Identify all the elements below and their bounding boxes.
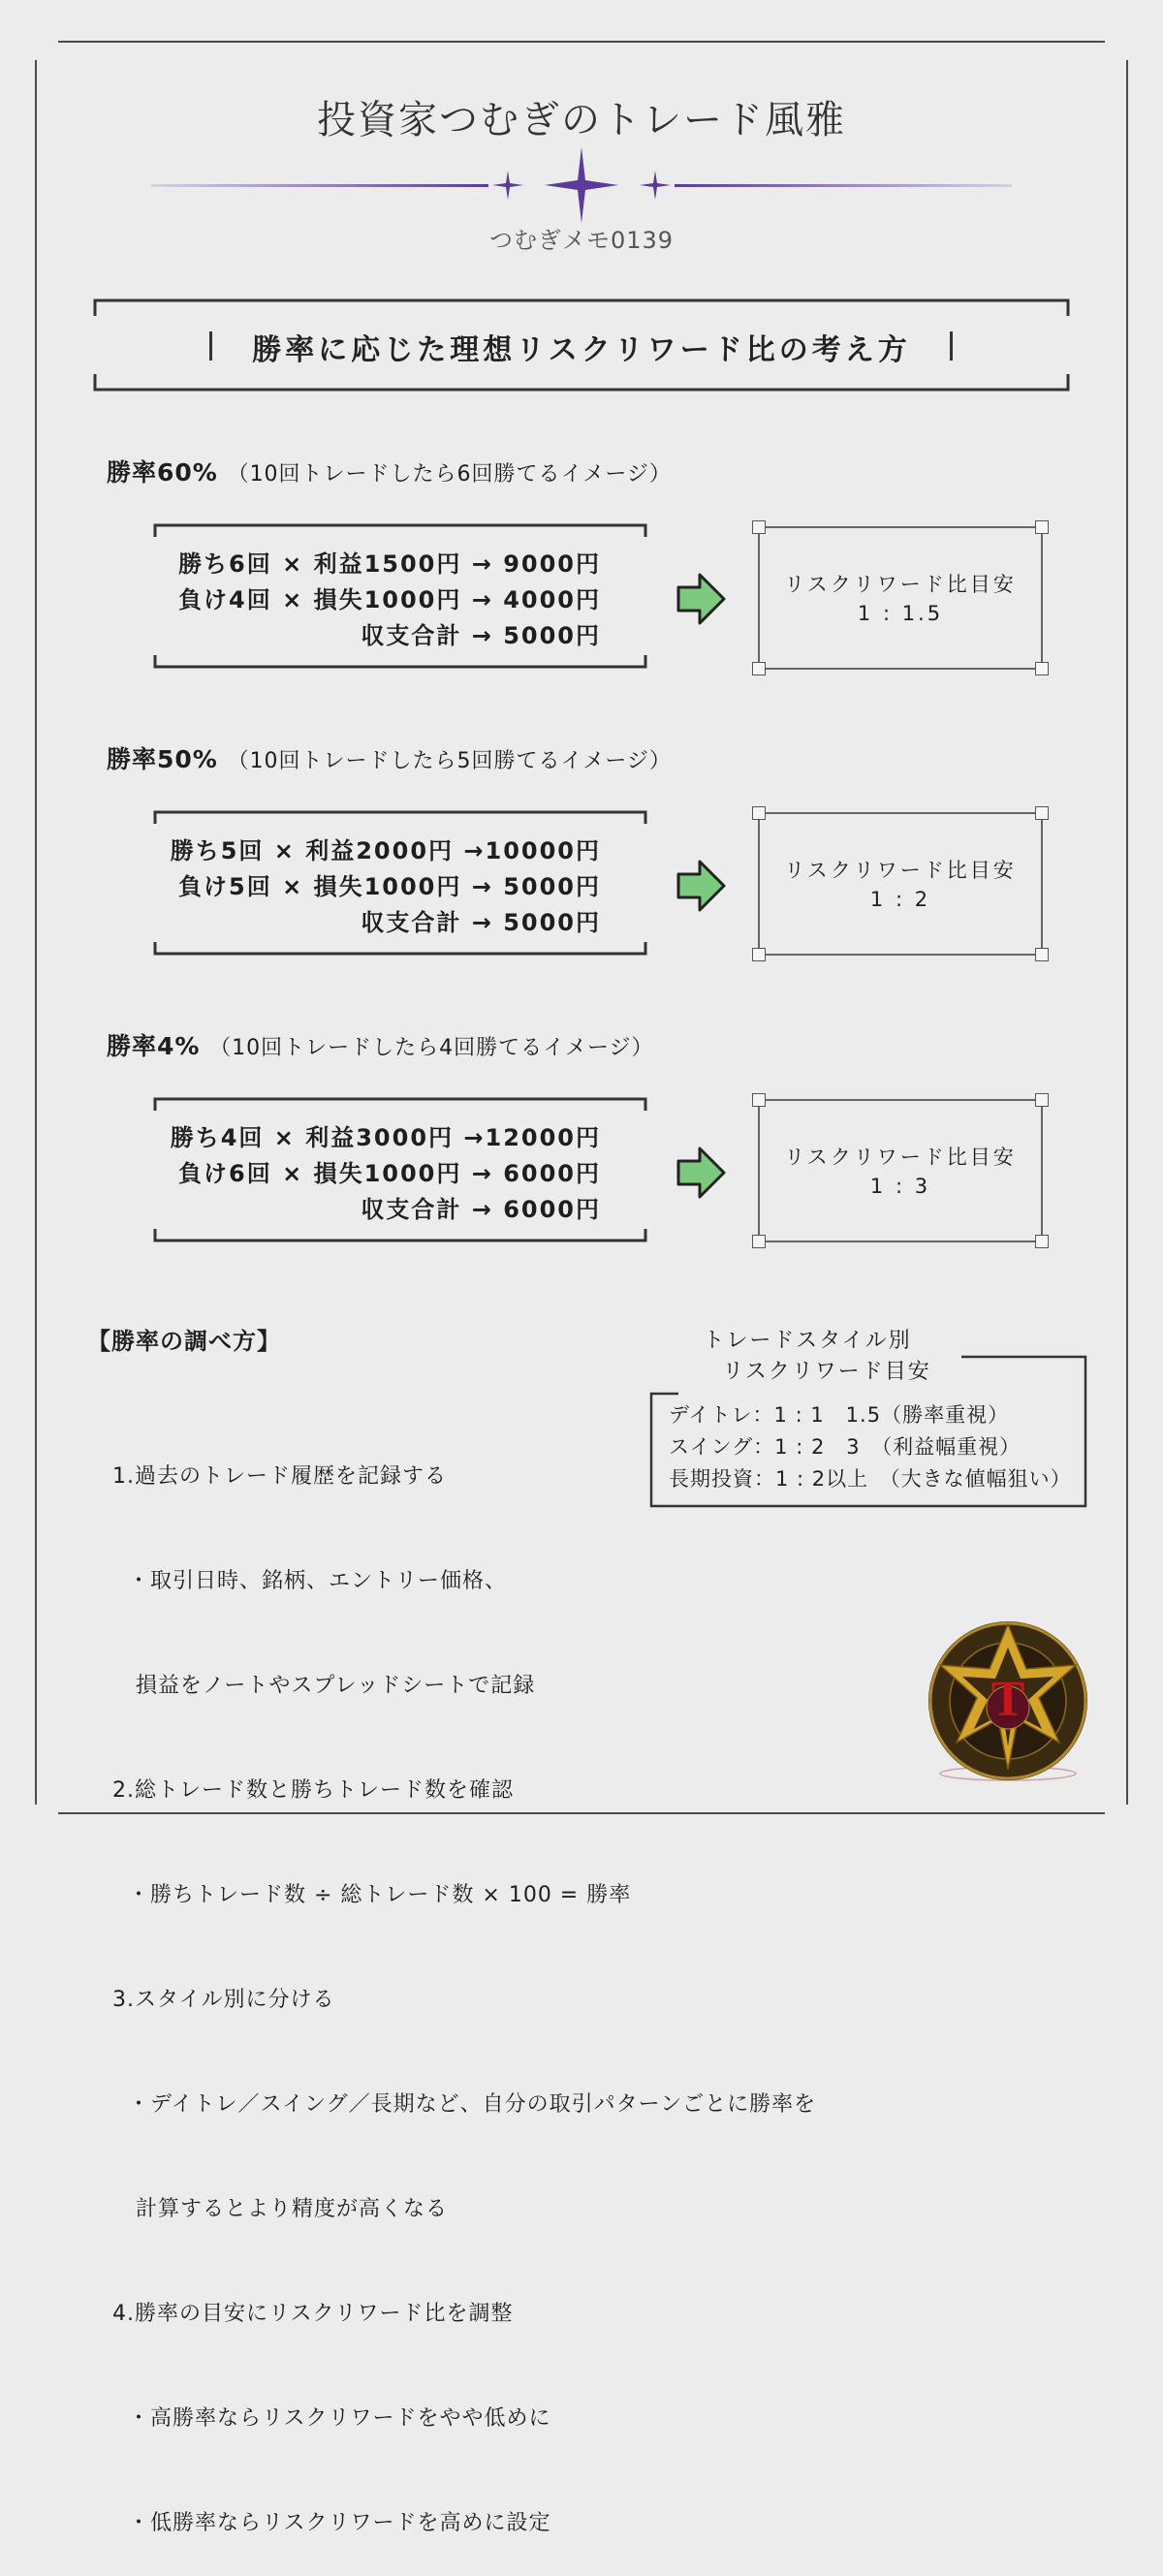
green-arrow-icon <box>676 572 727 626</box>
section-heading-note: （10回トレードしたら6回勝てるイメージ） <box>227 462 672 487</box>
frame-top-line <box>58 41 1105 43</box>
howto-title: 【勝率の調べ方】 <box>87 1328 281 1355</box>
calc-win-line: 勝ち4回 × 利益3000円 →12000円 <box>170 1124 601 1151</box>
calc-loss-line: 負け5回 × 損失1000円 → 5000円 <box>178 873 601 900</box>
howto-line: 3.スタイル別に分ける <box>112 1988 335 2012</box>
frame-right-line <box>1126 60 1128 1805</box>
calc-win-line: 勝ち6回 × 利益1500円 → 9000円 <box>178 550 601 578</box>
calculation-box <box>153 1097 647 1242</box>
section-heading <box>107 740 672 775</box>
section-heading-rate: 勝率4% <box>107 1032 201 1060</box>
ratio-box <box>758 526 1043 670</box>
howto-line: ・勝ちトレード数 ÷ 総トレード数 × 100 = 勝率 <box>112 1883 632 1907</box>
howto-line: ・高勝率ならリスクリワードをやや低めに <box>112 2406 551 2431</box>
style-box-title-2: リスクリワード目安 <box>717 1355 936 1385</box>
corner-handle <box>752 520 766 534</box>
banner-title: 勝率に応じた理想リスクリワード比の考え方 <box>252 333 911 367</box>
corner-handle <box>752 806 766 820</box>
calc-total-line: 収支合計 → 6000円 <box>361 1196 601 1223</box>
ratio-value: 1 : 3 <box>869 1175 931 1198</box>
howto-line: ・取引日時、銘柄、エントリー価格、 <box>112 1569 507 1593</box>
corner-handle <box>1035 1093 1049 1107</box>
style-row-swing: スイング：1 : 2 3 （利益幅重視） <box>669 1435 1022 1459</box>
calculation-box <box>153 523 647 669</box>
ratio-value: 1 : 1.5 <box>857 602 944 625</box>
style-row-daytrade: デイトレ：1 : 1 1.5（勝率重視） <box>669 1403 1010 1427</box>
section-heading-note: （10回トレードしたら4回勝てるイメージ） <box>209 1036 654 1060</box>
ratio-value: 1 : 2 <box>869 888 931 911</box>
calc-loss-line: 負け6回 × 損失1000円 → 6000円 <box>178 1160 601 1187</box>
corner-handle <box>1035 1235 1049 1248</box>
calculation-box <box>153 810 647 956</box>
topic-banner <box>93 298 1070 392</box>
style-row-longterm: 長期投資：1 : 2以上 （大きな値幅狙い） <box>669 1467 1072 1491</box>
corner-handle <box>1035 806 1049 820</box>
howto-line: 2.総トレード数と勝ちトレード数を確認 <box>112 1778 514 1803</box>
section-heading-rate: 勝率60% <box>107 458 218 487</box>
section-heading-note: （10回トレードしたら5回勝てるイメージ） <box>227 749 672 773</box>
corner-handle <box>1035 948 1049 961</box>
section-heading-rate: 勝率50% <box>107 745 218 773</box>
ratio-label: リスクリワード比目安 <box>784 1146 1017 1169</box>
calc-total-line: 収支合計 → 5000円 <box>361 622 601 649</box>
calc-win-line: 勝ち5回 × 利益2000円 →10000円 <box>170 837 601 864</box>
green-arrow-icon <box>676 1146 727 1200</box>
corner-handle <box>1035 520 1049 534</box>
howto-line: 損益をノートやスプレッドシートで記録 <box>112 1674 536 1698</box>
section-heading <box>107 454 672 488</box>
corner-handle <box>752 1235 766 1248</box>
trade-style-box <box>649 1329 1087 1508</box>
section-heading <box>107 1027 654 1062</box>
howto-line: ・デイトレ／スイング／長期など、自分の取引パターンごとに勝率を <box>112 2092 817 2117</box>
frame-left-line <box>35 60 37 1805</box>
page-title: 投資家つむぎのトレード風雅 <box>317 98 846 142</box>
style-box-title-1: トレードスタイル別 <box>678 1324 936 1354</box>
ratio-label: リスクリワード比目安 <box>784 859 1017 882</box>
calc-loss-line: 負け4回 × 損失1000円 → 4000円 <box>178 586 601 613</box>
memo-number: つむぎメモ0139 <box>488 227 675 254</box>
howto-line: 4.勝率の目安にリスクリワード比を調整 <box>112 2302 514 2326</box>
corner-handle <box>1035 662 1049 675</box>
ratio-label: リスクリワード比目安 <box>784 573 1017 596</box>
howto-line: ・低勝率ならリスクリワードを高めに設定 <box>112 2511 551 2535</box>
ratio-box <box>758 1099 1043 1242</box>
sparkle-divider <box>145 143 1018 225</box>
calc-total-line: 収支合計 → 5000円 <box>361 909 601 936</box>
corner-handle <box>752 948 766 961</box>
howto-line: 1.過去のトレード履歴を記録する <box>112 1464 447 1489</box>
green-arrow-icon <box>676 859 727 913</box>
ratio-box <box>758 812 1043 956</box>
corner-handle <box>752 1093 766 1107</box>
emblem-logo <box>926 1618 1090 1783</box>
corner-handle <box>752 662 766 675</box>
emblem-letter: T <box>990 1672 1025 1727</box>
howto-list <box>112 1390 816 2576</box>
howto-line: 計算するとより精度が高くなる <box>112 2197 448 2221</box>
